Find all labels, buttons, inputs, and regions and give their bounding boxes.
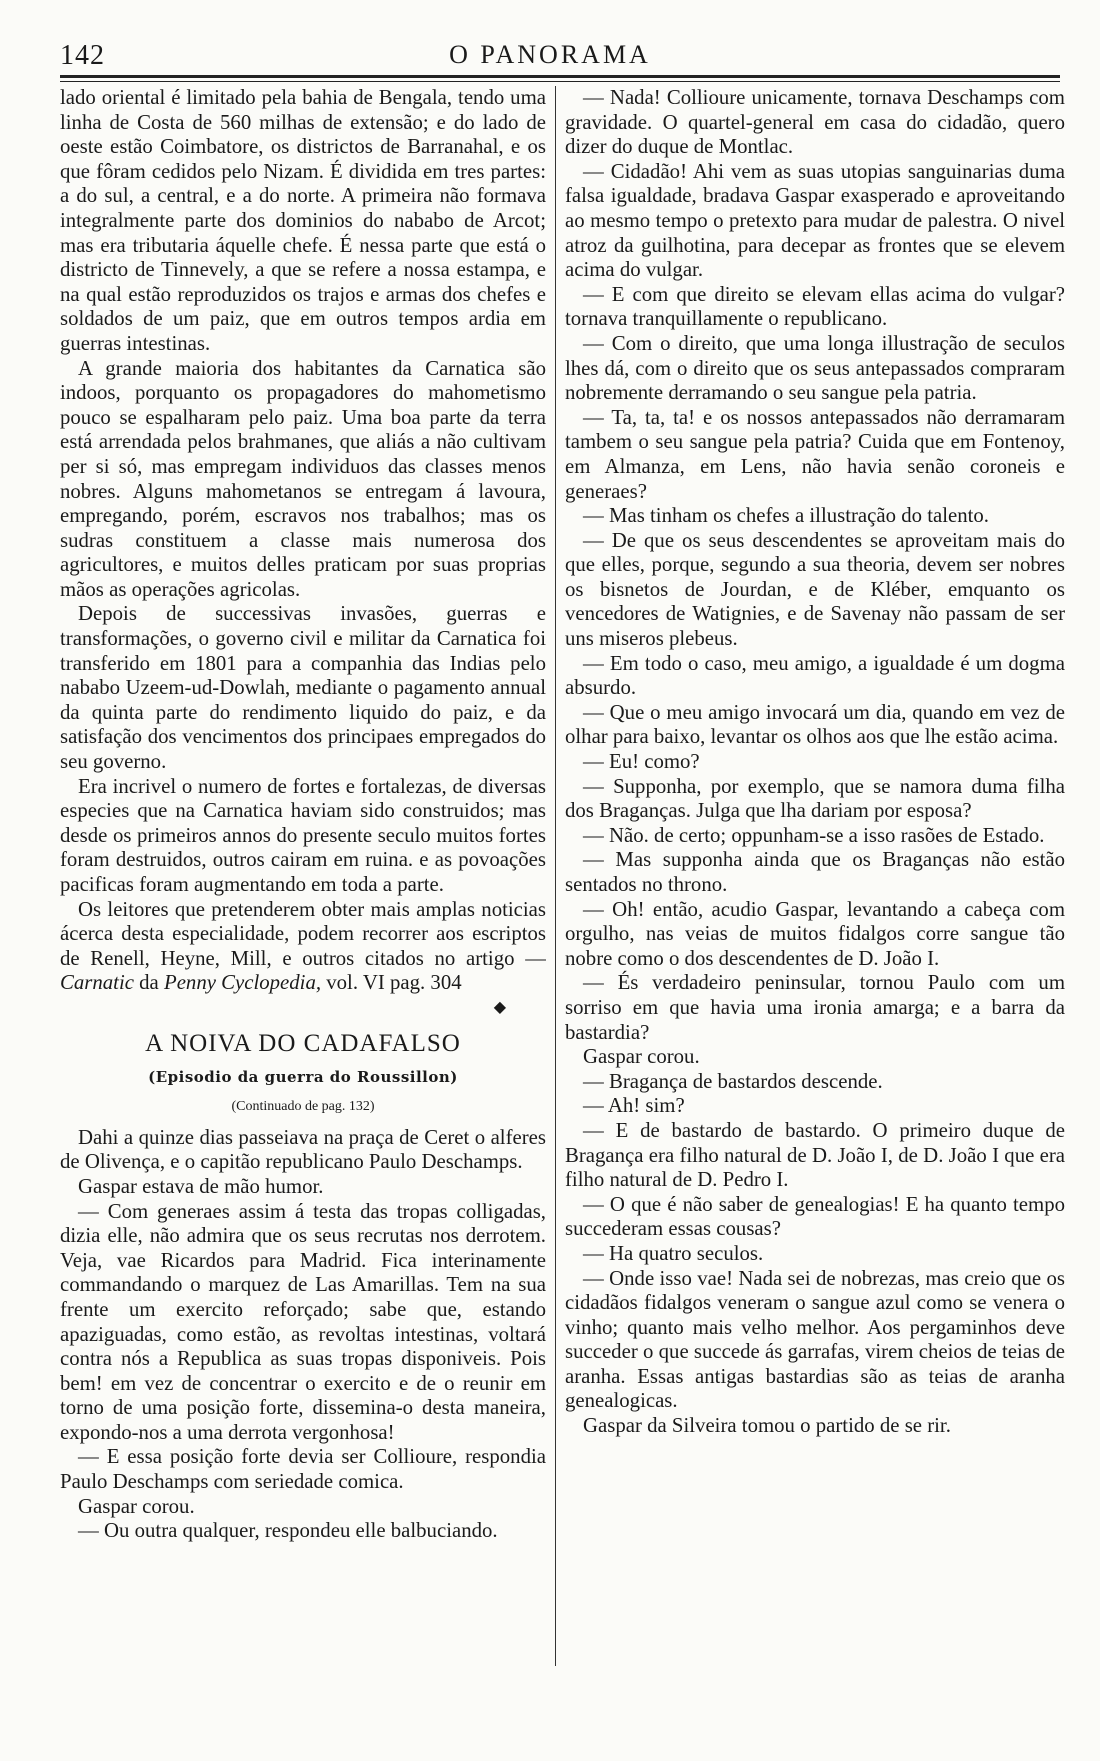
paragraph: — Oh! então, acudio Gaspar, levantando a cabeça com orgulho, nas veias de muitos fidalgos corre sangue tão nobre como o dos descendentes de D. João I. [565, 897, 1065, 970]
paragraph: — Mas supponha ainda que os Braganças não estão sentados no throno. [565, 848, 1065, 896]
paragraph: — E com que direito se elevam ellas acima do vulgar? tornava tranquillamente o republicano. [565, 282, 1065, 331]
paragraph: — Supponha, por exemplo, que se namora duma filha dos Braganças. Julga que lha dariam por esposa? [565, 774, 1065, 823]
paragraph: — Ah! sim? [583, 1094, 685, 1118]
paragraph: — Mas tinham os chefes a illustração do talento. [583, 504, 990, 528]
paragraph: Gaspar corou. [583, 1045, 700, 1069]
reference-text: Os leitores que pretenderem obter mais amplas noticias ácerca desta especialidade, podem recorrer aos escriptos de Renell, Heyne, Mill, e outros citados no artigo — [60, 897, 546, 970]
paragraph: Depois de successivas invasões, guerras e transformações, o governo civil e militar da Carnatica foi transferido em 1801 para a companhia das Indias pelo nababo Uzeem-ud-Dowlah, mediante o pagamento annual da quinta parte do rendimento liquido do paiz, e da satisfação dos vencimentos dos principaes empregados do seu governo. [60, 602, 546, 774]
left-column [60, 86, 546, 1741]
page-number: 142 [60, 40, 105, 71]
paragraph: — Em todo o caso, meu amigo, a igualdade é um dogma absurdo. [565, 651, 1065, 700]
paragraph: — Onde isso vae! Nada sei de nobrezas, mas creio que os cidadãos fidalgos veneram o sangue azul como se venera o vinho; quanto mais velho melhor. Aos pergaminhos deve succeder o que succede ás garrafas, virem cheios de teias de aranha. Essas antigas bastardias são as teias de aranha genealogicas. [565, 1266, 1065, 1413]
header-rule [60, 75, 1060, 78]
paragraph: — Ha quatro seculos. [583, 1241, 764, 1265]
article-paragraph: Gaspar estava de mão humor. [78, 1174, 324, 1198]
article-paragraph: Gaspar corou. [78, 1494, 195, 1518]
paragraph: — Não. de certo; oppunham-se a isso rasões de Estado. [583, 823, 1045, 847]
header-rule-thin [60, 81, 1060, 82]
paragraph: — E de bastardo de bastardo. O primeiro duque de Bragança era filho natural de D. João I, de D. João I que era filho natural de D. Pedro I. [565, 1118, 1065, 1192]
reference-paragraph [60, 898, 546, 996]
article-paragraph: — E essa posição forte devia ser Collioure, respondia Paulo Deschamps com seriedade comica. [60, 1445, 546, 1494]
paragraph: Era incrivel o numero de fortes e fortalezas, de diversas especies que na Carnatica haviam sido construidos; mas desde os primeiros annos do presente seculo muitos fortes foram destruidos, outros cairam em ruina. e as povoações pacificas foram augmentando em toda a parte. [60, 774, 546, 896]
paragraph: — Nada! Collioure unicamente, tornava Deschamps com gravidade. O quartel-general em casa do cidadão, quero dizer do duque de Montlac. [565, 86, 1065, 159]
article-paragraph: Dahi a quinze dias passeiava na praça de Ceret o alferes de Olivença, e o capitão republicano Paulo Deschamps. [60, 1125, 546, 1174]
paragraph: — O que é não saber de genealogias! E ha quanto tempo succederam essas cousas? [565, 1192, 1065, 1241]
article-paragraph: — Com generaes assim á testa das tropas colligadas, dizia elle, não admira que os seus recrutas nos derrotem. Veja, vae Ricardos para Madrid. Fica interinamente commandando o marquez de Las Amarillas. Tem na sua frente um exercito reforçado; sabe que, estando apaziguadas, como estão, as revoltas intestinas, voltará contra nós a Republica as suas tropas disponiveis. Pois bem! em vez de concentrar o exercito e de o reunir em torno de uma posição forte, dissemina-o desta maneira, expondo-nos a uma derrota vergonhosa! [60, 1199, 546, 1444]
column-divider [555, 86, 556, 1666]
reference-title-cyclopedia: Penny Cyclopedia, [163, 971, 322, 995]
article-paragraph: — Ou outra qualquer, respondeu elle balbuciando. [78, 1519, 498, 1543]
paragraph: — Bragança de bastardos descende. [583, 1069, 883, 1093]
reference-middle: da [133, 971, 164, 995]
paragraph: lado oriental é limitado pela bahia de Bengala, tendo uma linha de Costa de 560 milhas de extensão; e do lado de oeste estão Coimbatore, os districtos de Barranahal, e os que fôram cedidos pelo Nizam. É dividida em tres partes: a do sul, a central, e a do norte. A primeira não formava integralmente parte dos dominios do nababo de Arcot; mas era tributaria áquelle chefe. É nessa parte que está o districto de Tinnevely, a que se refere a nossa estampa, e na qual estão reproduzidos os trajos e armas dos chefes e soldados de um paiz, que em outros tempos ardia em guerras intestinas. [60, 86, 546, 355]
paragraph: Gaspar da Silveira tomou o partido de se rir. [583, 1414, 951, 1438]
article-title: A NOIVA DO CADAFALSO [145, 1029, 461, 1057]
running-title: O PANORAMA [449, 40, 651, 69]
paragraph: A grande maioria dos habitantes da Carnatica são indoos, porquanto os propagadores do mahometismo pouco se espalharam pelo paiz. Uma boa parte da terra está arrendada pelos brahmanes, que aliás a não cultivam per si só, mas empregam individuos das classes menos nobres. Alguns mahometanos se entregam á lavoura, empregando, porém, escravos nos trabalhos; mas os sudras constituem a classe mais numerosa dos agricultores, e muitos delles praticam por suas proprias mãos as operações agricolas. [60, 356, 546, 601]
ornament-glyph: ◆ [493, 998, 506, 1016]
reference-title-carnatic: Carnatic [60, 971, 134, 995]
article-subtitle: (Episodio da guerra do Roussillon) [148, 1067, 458, 1086]
paragraph: — De que os seus descendentes se aproveitam mais do que elles, porque, segundo a sua theoria, devem ser nobres os bisnetos de Jourdan, e de Kléber, emquanto os vencedores de Watignies, e de Savenay não passam de ser uns miseros plebeus. [565, 528, 1065, 651]
paragraph: — Que o meu amigo invocará um dia, quando em vez de olhar para baixo, levantar os olhos aos que lhe estão acima. [565, 700, 1065, 749]
ornament [60, 996, 546, 1018]
paragraph: — Ta, ta, ta! e os nossos antepassados não derramaram tambem o seu sangue pela patria? Cuida que em Fontenoy, em Almanza, em Lens, não havia senão coroneis e generaes? [565, 405, 1065, 503]
article-continuation: (Continuado de pag. 132) [231, 1099, 375, 1115]
paragraph: — És verdadeiro peninsular, tornou Paulo com um sorriso em que havia uma ironia amarga; e a barra da bastardia? [565, 971, 1065, 1044]
paragraph: — Eu! como? [583, 750, 700, 774]
paragraph: — Com o direito, que uma longa illustração de seculos lhes dá, com o direito que os seus antepassados compraram nobremente derramando o seu sangue pela patria. [565, 331, 1065, 405]
right-column [565, 86, 1065, 1741]
paragraph: — Cidadão! Ahi vem as suas utopias sanguinarias duma falsa igualdade, bradava Gaspar exasperado e aproveitando ao mesmo tempo o pretexto para mudar de palestra. O nivel atroz da guilhotina, para decepar as frontes que se elevem acima do vulgar. [565, 159, 1065, 282]
reference-volume: vol. VI pag. 304 [321, 971, 462, 995]
